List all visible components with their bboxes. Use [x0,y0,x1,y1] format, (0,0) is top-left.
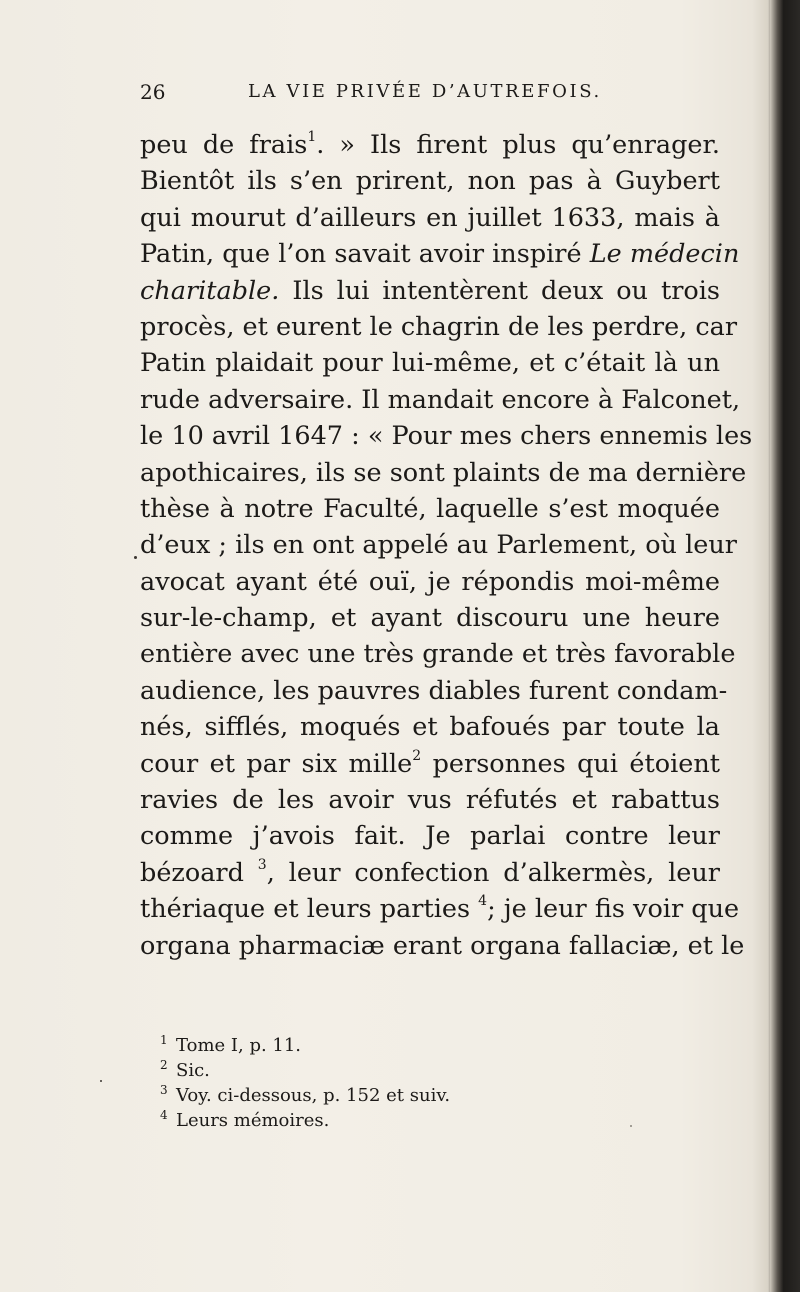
text-line [140,600,720,636]
text-run: ; je leur fis voir que [487,894,740,925]
text-line [140,709,720,745]
text-run: Bientôt ils s’en prirent, non pas à Guybert [140,166,720,197]
text-line [140,746,720,782]
text-line [140,418,753,454]
text-line [140,491,720,527]
text-line [140,345,720,381]
body-text [140,127,753,964]
footnote-number: 4 [160,1108,168,1122]
footnote-ref: 4 [478,893,488,910]
text-line [140,673,728,709]
text-run: . » Ils firent plus qu’enrager. [316,130,720,160]
text-run: thèse à notre Faculté, laquelle s’est moquée [140,493,720,524]
text-run: personnes qui étoient [421,748,720,779]
footnote-number: 1 [160,1033,168,1047]
text-line [140,382,741,418]
text-line [140,636,736,672]
footnote-number: 3 [160,1083,168,1097]
paper-speck [134,556,137,559]
footnote [160,1103,680,1131]
text-line [140,236,740,272]
text-line [140,928,745,964]
footnote-ref: 3 [257,856,267,873]
text-line [140,818,720,854]
text-line [140,273,720,309]
text-line [140,527,737,563]
footnote [160,1078,680,1106]
footnote-ref: 1 [307,129,317,145]
footnotes [160,1028,680,1131]
footnote-text: Voy. ci-dessous, p. 152 et suiv. [176,1085,451,1106]
text-run: bézoard [140,857,258,888]
text-run: sur-le-champ, et ayant discouru une heure [140,603,720,634]
text-run: procès, et eurent le chagrin de les perdre, car [140,311,738,342]
text-line [140,455,747,491]
text-line [140,127,720,163]
running-head [140,80,710,110]
text-run: avocat ayant été ouï, je répondis moi-même [140,566,720,597]
paper-speck [630,1125,632,1127]
text-run: entière avec une très grande et très favorable [140,639,736,670]
running-title: LA VIE PRIVÉE D’AUTREFOIS. [248,81,602,102]
text-run: thériaque et leurs parties [140,894,479,925]
text-run: le 10 avril 1647 : « Pour mes chers ennemis les [140,421,753,452]
footnote-ref: 2 [412,747,422,764]
text-run: peu de frais [140,130,308,160]
footnote [160,1053,680,1081]
text-run: comme j’avois fait. Je parlai contre leur [140,821,720,852]
text-run: organa pharmaciæ erant organa fallaciæ, et le [140,930,745,961]
footnote-text: Sic. [176,1060,210,1081]
footnote-text: Leurs mémoires. [176,1110,330,1131]
text-run: rude adversaire. Il mandait encore à Falconet, [140,384,741,415]
book-spine-shadow [770,0,800,1292]
text-run: apothicaires, ils se sont plaints de ma dernière [140,457,747,488]
footnote-number: 2 [160,1058,168,1072]
italic-title: Le médecin [589,239,740,270]
text-run: nés, sifflés, moqués et bafoués par toute la [140,712,720,743]
text-run: audience, les pauvres diables furent condam- [140,675,728,706]
text-run: cour et par six mille [140,748,413,779]
text-line [140,782,720,818]
page-number: 26 [140,80,166,104]
text-run: Patin plaidait pour lui-même, et c’était là un [140,348,720,379]
text-line [140,855,720,891]
text-line [140,309,738,345]
footnote-text: Tome I, p. 11. [176,1035,302,1056]
text-run: qui mourut d’ailleurs en juillet 1633, mais à [140,202,720,233]
text-line [140,564,720,600]
italic-title: charitable. [140,275,280,306]
text-run: Patin, que l’on savait avoir inspiré [140,239,590,270]
text-run: ravies de les avoir vus réfutés et rabattus [140,785,720,816]
text-run: , leur confection d’alkermès, leur [266,857,720,888]
text-line [140,200,720,236]
text-line [140,891,740,927]
paper-speck [100,1080,102,1082]
footnote [160,1028,680,1056]
text-run: Ils lui intentèrent deux ou trois [279,275,720,306]
text-run: d’eux ; ils en ont appelé au Parlement, où leur [140,530,737,561]
text-line [140,163,720,199]
